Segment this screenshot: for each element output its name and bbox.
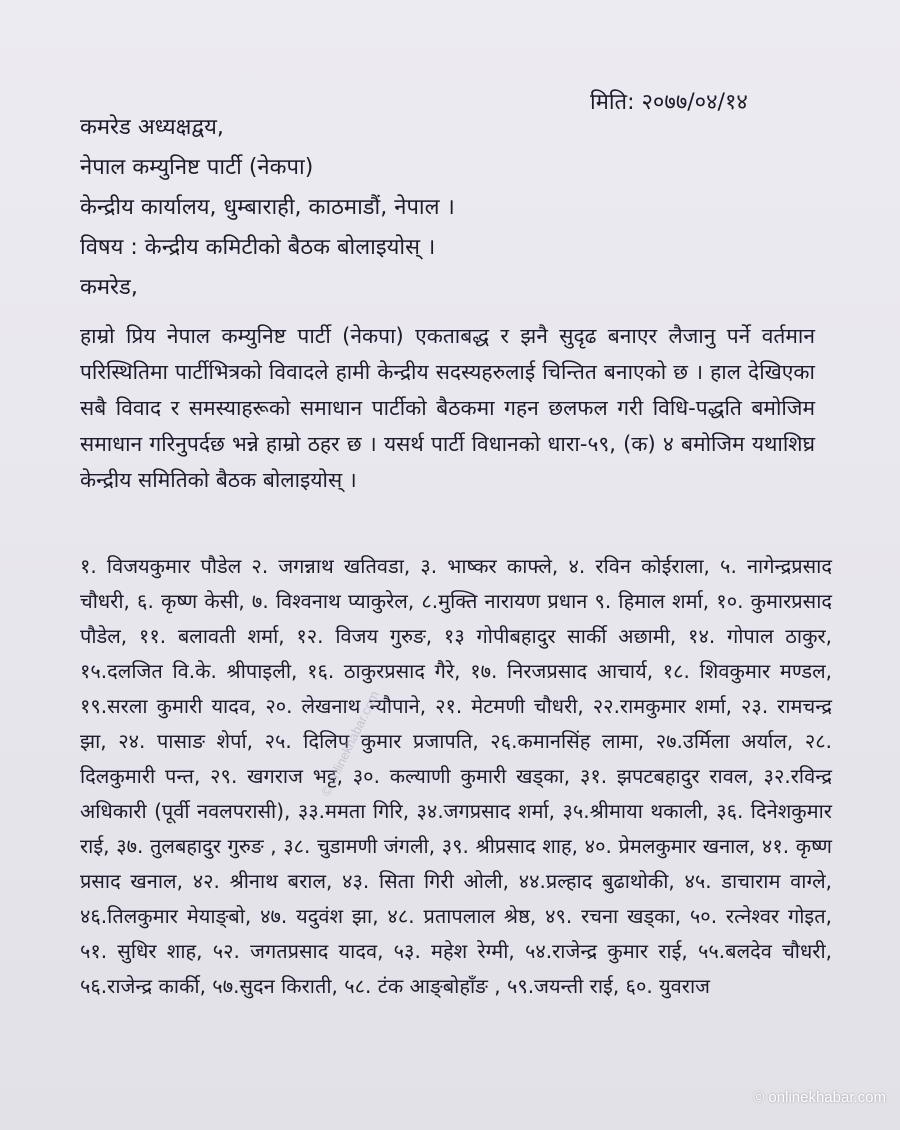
faint-watermark: © onlinekhabar.com [318, 688, 382, 799]
letter-date: मिति: २०७७/०४/१४ [590, 90, 748, 115]
site-watermark: © onlinekhabar.com [753, 1089, 886, 1106]
signatory-list: १. विजयकुमार पौडेल २. जगन्नाथ खतिवडा, ३. भाष्कर काफ्ले, ४. रविन कोईराला, ५. नागेन्द्रप्रसाद चौधरी, ६. कृष्ण केसी, ७. विश्वनाथ प्याकुरेल, ८.मुक्ति नारायण प्रधान ९. हिमाल शर्मा, १०. कुमारप्रसाद पौडेल, ११. बलावती शर्मा, १२. विजय गुरुङ, १३ गोपीबहादुर सार्की अछामी, १४. गोपाल ठाकुर, १५.दलजित वि.के. श्रीपाइली, १६. ठाकुरप्रसाद गैरे, १७. निरजप्रसाद आचार्य, १८. शिवकुमार मण्डल, १९.सरला कुमारी यादव, २०. लेखनाथ न्यौपाने, २१. मेटमणी चौधरी, २२.रामकुमार शर्मा, २३. रामचन्द्र झा, २४. पासाङ शेर्पा, २५. दिलिप कुमार प्रजापति, २६.कमानसिंह लामा, २७.उर्मिला अर्याल, २८. दिलकुमारी पन्त, २९. खगराज भट्ट, ३०. कल्याणी कुमारी खड्का, ३१. झपटबहादुर रावल, ३२.रविन्द्र अधिकारी (पूर्वी नवलपरासी), ३३.ममता गिरि, ३४.जगप्रसाद शर्मा, ३५.श्रीमाया थकाली, ३६. दिनेशकुमार राई, ३७. तुलबहादुर गुरुङ , ३८. चुडामणी जंगली, ३९. श्रीप्रसाद शाह, ४०. प्रेमलकुमार खनाल, ४१. कृष्ण प्रसाद खनाल, ४२. श्रीनाथ बराल, ४३. सिता गिरी ओली, ४४.प्रल्हाद बुढाथोकी, ४५. डाचाराम वाग्ले, ४६.तिलकुमार मेयाङ्बो, ४७. यदुवंश झा, ४८. प्रतापलाल श्रेष्ठ, ४९. रचना खड्का, ५०. रत्नेश्वर गोइत, ५१. सुधिर शाह, ५२. जगतप्रसाद यादव, ५३. महेश रेग्मी, ५४.राजेन्द्र कुमार राई, ५५.बलदेव चौधरी, ५६.राजेन्द्र कार्की, ५७.सुदन किराती, ५८. टंक आङ्बोहाँङ , ५९.जयन्ती राई, ६०. युवराज [80, 554, 832, 998]
party-name-line: नेपाल कम्युनिष्ट पार्टी (नेकपा) [80, 155, 314, 180]
greeting-line: कमरेड, [80, 275, 138, 300]
subject-line: विषय : केन्द्रीय कमिटीको बैठक बोलाइयोस् । [80, 235, 436, 260]
letter-body: हाम्रो प्रिय नेपाल कम्युनिष्ट पार्टी (नेकपा) एकताबद्ध र झनै सुदृढ बनाएर लैजानु पर्ने वर्तमान परिस्थितिमा पार्टीभित्रको विवादले हामी केन्द्रीय सदस्यहरुलाई चिन्तित बनाएको छ । हाल देखिएका सबै विवाद र समस्याहरूको समाधान पार्टीको बैठकमा गहन छलफल गरी विधि-पद्धति बमोजिम समाधान गरिनुपर्दछ भन्ने हाम्रो ठहर छ । यसर्थ पार्टी विधानको धारा-५९, (क) ४ बमोजिम यथाशिघ्र केन्द्रीय समितिको बैठक बोलाइयोस् । [80, 324, 815, 492]
office-address-line: केन्द्रीय कार्यालय, धुम्बाराही, काठमाडौं, नेपाल । [80, 195, 455, 220]
salutation-line: कमरेड अध्यक्षद्वय, [80, 115, 224, 140]
address-block [80, 108, 860, 308]
